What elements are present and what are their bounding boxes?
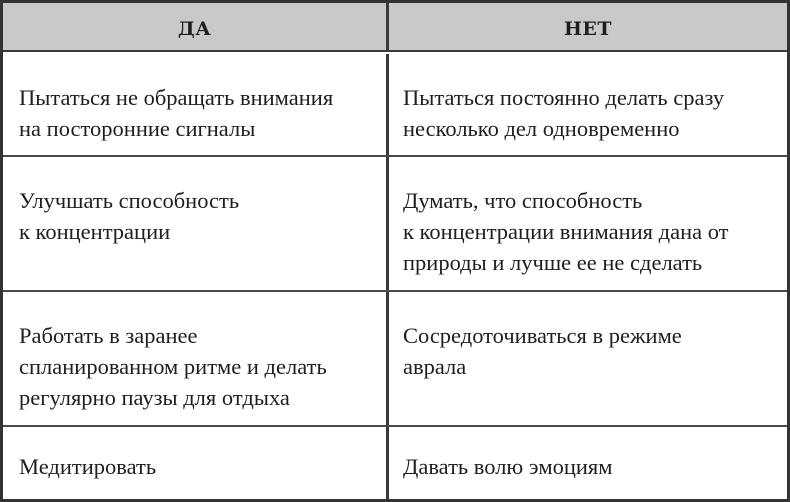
cell-no [389,157,787,290]
cell-text: к концентрации [19,219,171,244]
header-no: НЕТ [563,17,613,40]
cell-text: на посторонние сигналы [19,116,256,141]
cell-text: к концентрации внимания дана от [403,219,729,244]
cell-no [389,292,787,425]
cell-yes [3,54,389,155]
cell-text: Работать в заранее [19,323,198,348]
table-header-row [3,3,787,52]
cell-text: Думать, что способность [403,188,643,213]
cell-text: аврала [403,354,467,379]
cell-no [389,427,787,499]
table-row [3,427,787,499]
cell-text: Пытаться постоянно делать сразу [403,85,725,110]
cell-text: спланированном ритме и делать [19,354,327,379]
cell-text: Сосредоточиваться в режиме [403,323,682,348]
cell-text: Давать волю эмоциям [403,454,613,479]
cell-text: Медитировать [19,454,157,479]
cell-text: Пытаться не обращать внимания [19,85,334,110]
table-row [3,292,787,427]
cell-text: природы и лучше ее не сделать [403,250,703,275]
header-yes: ДА [3,3,389,50]
table-row [3,54,787,157]
cell-yes [3,157,389,290]
cell-text: регулярно паузы для отдыха [19,385,290,410]
table-row [3,157,787,292]
cell-yes [3,427,389,499]
cell-text: несколько дел одновременно [403,116,680,141]
cell-no [389,54,787,155]
cell-yes [3,292,389,425]
cell-text: Улучшать способность [19,188,240,213]
